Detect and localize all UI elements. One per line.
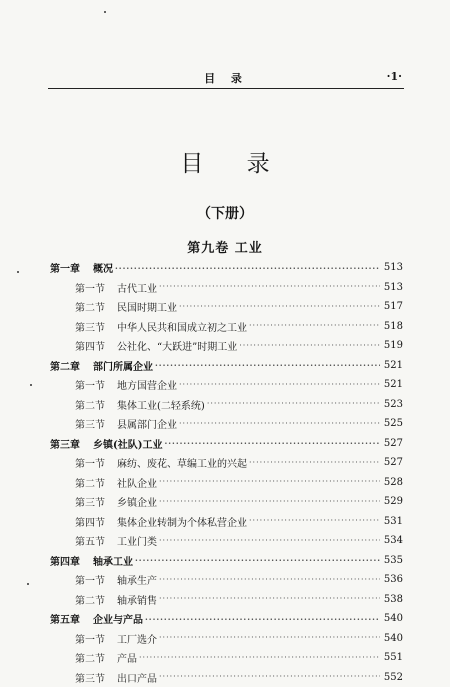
dot-leader xyxy=(159,633,380,643)
toc-section-row xyxy=(50,512,403,532)
page-reference: 535 xyxy=(383,555,403,566)
section-title: 产品 xyxy=(117,650,137,665)
toc-chapter-row xyxy=(50,258,403,278)
toc-chapter-row xyxy=(50,356,403,376)
dot-leader xyxy=(249,321,380,331)
dot-leader xyxy=(239,341,380,351)
section-label: 第一节 xyxy=(50,631,105,646)
page-reference: 513 xyxy=(383,262,403,273)
chapter-label: 第二章 xyxy=(50,358,80,373)
section-title: 公社化、“大跃进”时期工业 xyxy=(117,338,237,353)
dot-leader xyxy=(139,653,380,663)
page-reference: 540 xyxy=(383,613,403,624)
section-title: 集体工业(二轻系统) xyxy=(117,397,205,412)
toc-section-row xyxy=(50,629,403,649)
page-reference: 540 xyxy=(383,633,403,644)
dot-leader xyxy=(159,282,380,292)
section-label: 第三节 xyxy=(50,670,105,685)
page-reference: 528 xyxy=(383,477,403,488)
section-label: 第四节 xyxy=(50,514,105,529)
dot-leader xyxy=(207,399,380,409)
dot-leader xyxy=(145,614,380,624)
chapter-label: 第一章 xyxy=(50,260,80,275)
dot-leader xyxy=(249,516,380,526)
toc-chapter-row xyxy=(50,434,403,454)
page-reference: 513 xyxy=(383,282,403,293)
section-label: 第三节 xyxy=(50,319,105,334)
dot-leader xyxy=(159,497,380,507)
section-label: 第一节 xyxy=(50,572,105,587)
toc-section-row xyxy=(50,648,403,668)
page-reference: 523 xyxy=(383,399,403,410)
toc-section-row xyxy=(50,317,403,337)
page-reference: 517 xyxy=(383,301,403,312)
dot-leader xyxy=(179,302,380,312)
chapter-title: 部门所属企业 xyxy=(93,358,153,373)
toc-section-row xyxy=(50,590,403,610)
page-reference: 518 xyxy=(383,321,403,332)
section-title: 县属部门企业 xyxy=(117,416,177,431)
toc-section-row xyxy=(50,336,403,356)
section-label: 第二节 xyxy=(50,475,105,490)
page-number: ·1· xyxy=(387,70,402,83)
section-label: 第二节 xyxy=(50,299,105,314)
section-title: 社队企业 xyxy=(117,475,157,490)
dot-leader xyxy=(164,438,380,448)
section-title: 轴承生产 xyxy=(117,572,157,587)
running-title: 目 录 xyxy=(48,70,404,86)
page-reference: 527 xyxy=(383,438,403,449)
dot-leader xyxy=(135,555,380,565)
scan-speck xyxy=(27,583,29,585)
section-title: 中华人民共和国成立初之工业 xyxy=(117,319,247,334)
chapter-title: 概况 xyxy=(93,260,113,275)
page-reference: 519 xyxy=(383,340,403,351)
chapter-title: 轴承工业 xyxy=(93,553,133,568)
section-label: 第二节 xyxy=(50,592,105,607)
dot-leader xyxy=(159,672,380,682)
section-label: 第三节 xyxy=(50,416,105,431)
section-title: 乡镇企业 xyxy=(117,494,157,509)
toc-section-row xyxy=(50,395,403,415)
dot-leader xyxy=(159,477,380,487)
toc-section-row xyxy=(50,414,403,434)
section-label: 第二节 xyxy=(50,650,105,665)
section-title: 麻纺、废花、草编工业的兴起 xyxy=(117,455,247,470)
section-title: 民国时期工业 xyxy=(117,299,177,314)
page-reference: 529 xyxy=(383,496,403,507)
page-reference: 527 xyxy=(383,457,403,468)
section-label: 第三节 xyxy=(50,494,105,509)
dot-leader xyxy=(179,419,380,429)
toc-section-row xyxy=(50,570,403,590)
toc-section-row xyxy=(50,375,403,395)
section-label: 第一节 xyxy=(50,280,105,295)
page-reference: 531 xyxy=(383,516,403,527)
scan-speck xyxy=(30,384,32,386)
section-label: 第二节 xyxy=(50,397,105,412)
scan-speck xyxy=(104,11,106,13)
section-title: 出口产品 xyxy=(117,670,157,685)
page-reference: 521 xyxy=(383,360,403,371)
page-reference: 536 xyxy=(383,574,403,585)
section-title: 地方国营企业 xyxy=(117,377,177,392)
section-label: 第四节 xyxy=(50,338,105,353)
page-reference: 534 xyxy=(383,535,403,546)
toc-section-row xyxy=(50,473,403,493)
scan-speck xyxy=(17,271,19,273)
chapter-label: 第四章 xyxy=(50,553,80,568)
toc-section-row xyxy=(50,668,403,687)
toc-section-row xyxy=(50,492,403,512)
page-title: 目 录 xyxy=(0,145,450,178)
chapter-title: 乡镇(社队)工业 xyxy=(93,436,162,451)
page-reference: 552 xyxy=(383,672,403,683)
page-reference: 521 xyxy=(383,379,403,390)
page-reference: 551 xyxy=(383,652,403,663)
running-header xyxy=(48,66,404,89)
table-of-contents xyxy=(50,258,403,687)
dot-leader xyxy=(115,263,380,273)
toc-chapter-row xyxy=(50,551,403,571)
section-title: 轴承销售 xyxy=(117,592,157,607)
volume-part-label: （下册） xyxy=(0,203,450,223)
toc-section-row xyxy=(50,453,403,473)
page-reference: 525 xyxy=(383,418,403,429)
toc-section-row xyxy=(50,278,403,298)
dot-leader xyxy=(159,594,380,604)
section-title: 工厂选介 xyxy=(117,631,157,646)
chapter-title: 企业与产品 xyxy=(93,611,143,626)
dot-leader xyxy=(159,536,380,546)
section-label: 第一节 xyxy=(50,455,105,470)
section-title: 集体企业转制为个体私营企业 xyxy=(117,514,247,529)
section-label: 第五节 xyxy=(50,533,105,548)
dot-leader xyxy=(155,360,380,370)
toc-section-row xyxy=(50,531,403,551)
section-label: 第一节 xyxy=(50,377,105,392)
page-reference: 538 xyxy=(383,594,403,605)
dot-leader xyxy=(179,380,380,390)
toc-section-row xyxy=(50,297,403,317)
chapter-label: 第三章 xyxy=(50,436,80,451)
section-title: 工业门类 xyxy=(117,533,157,548)
dot-leader xyxy=(249,458,380,468)
toc-chapter-row xyxy=(50,609,403,629)
section-title: 古代工业 xyxy=(117,280,157,295)
chapter-label: 第五章 xyxy=(50,611,80,626)
volume-heading: 第九卷 工业 xyxy=(0,237,450,256)
dot-leader xyxy=(159,575,380,585)
